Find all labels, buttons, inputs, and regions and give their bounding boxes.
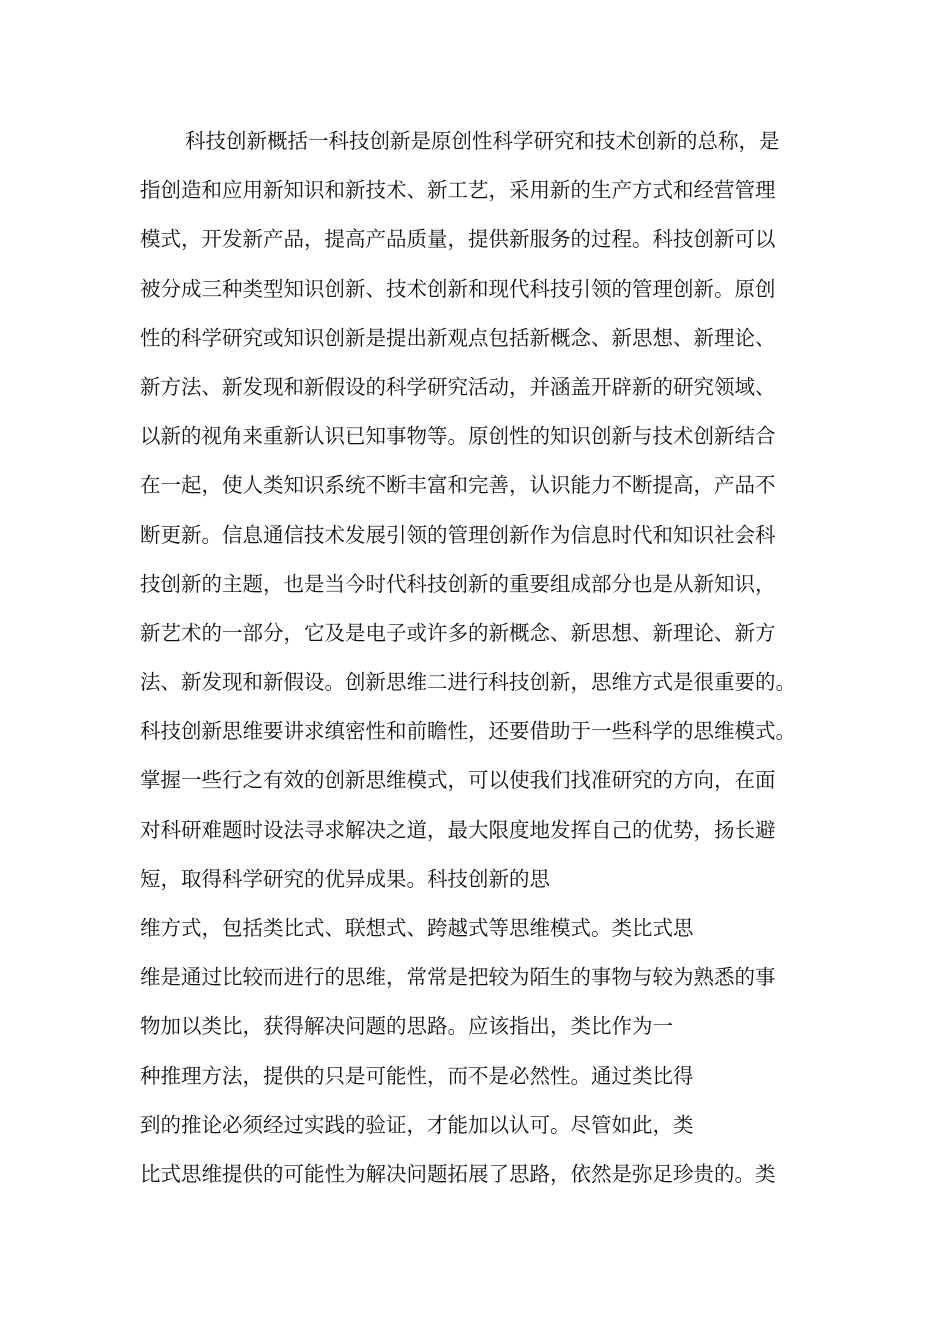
paragraph-line-18: 维是通过比较而进行的思维，常常是把较为陌生的事物与较为熟悉的事 [140,965,776,990]
paragraph-line-1: 科技创新概括一科技创新是原创性科学研究和技术创新的总称，是 [185,129,780,153]
paragraph-line-16: 短，取得科学研究的优异成果。科技创新的思 [140,866,550,891]
paragraph-line-5: 性的科学研究或知识创新是提出新观点包括新概念、新思想、新理论、 [140,325,776,350]
paragraph-line-8: 在一起，使人类知识系统不断丰富和完善，认识能力不断提高，产品不 [140,473,776,498]
paragraph-line-11: 新艺术的一部分，它及是电子或许多的新概念、新思想、新理论、新方 [140,620,776,645]
paragraph-line-21: 到的推论必须经过实践的验证，才能加以认可。尽管如此，类 [140,1112,694,1137]
paragraph-line-20: 种推理方法，提供的只是可能性，而不是必然性。通过类比得 [140,1063,694,1088]
paragraph-line-7: 以新的视角来重新认识已知事物等。原创性的知识创新与技术创新结合 [140,424,776,449]
paragraph-line-15: 对科研难题时设法寻求解决之道，最大限度地发挥自己的优势，扬长避 [140,817,776,842]
paragraph-line-9: 断更新。信息通信技术发展引领的管理创新作为信息时代和知识社会科 [140,522,776,547]
paragraph-line-14: 掌握一些行之有效的创新思维模式，可以使我们找准研究的方向，在面 [140,768,776,793]
paragraph-line-12: 法、新发现和新假设。创新思维二进行科技创新，思维方式是很重要的。 [140,670,796,695]
paragraph-line-22: 比式思维提供的可能性为解决问题拓展了思路，依然是弥足珍贵的。类 [140,1161,776,1186]
paragraph-line-6: 新方法、新发现和新假设的科学研究活动，并涵盖开辟新的研究领域、 [140,374,776,399]
paragraph-line-2: 指创造和应用新知识和新技术、新工艺，采用新的生产方式和经营管理 [140,178,776,203]
paragraph-line-10: 技创新的主题，也是当今时代科技创新的重要组成部分也是从新知识， [140,571,776,596]
paragraph-line-19: 物加以类比，获得解决问题的思路。应该指出，类比作为一 [140,1014,673,1039]
paragraph-line-3: 模式，开发新产品，提高产品质量，提供新服务的过程。科技创新可以 [140,227,776,252]
body-paragraph [140,122,840,1204]
paragraph-line-17: 维方式，包括类比式、联想式、跨越式等思维模式。类比式思 [140,916,694,940]
paragraph-line-13: 科技创新思维要讲求缜密性和前瞻性，还要借助于一些科学的思维模式。 [140,719,796,744]
paragraph-line-4: 被分成三种类型知识创新、技术创新和现代科技引领的管理创新。原创 [140,276,776,301]
